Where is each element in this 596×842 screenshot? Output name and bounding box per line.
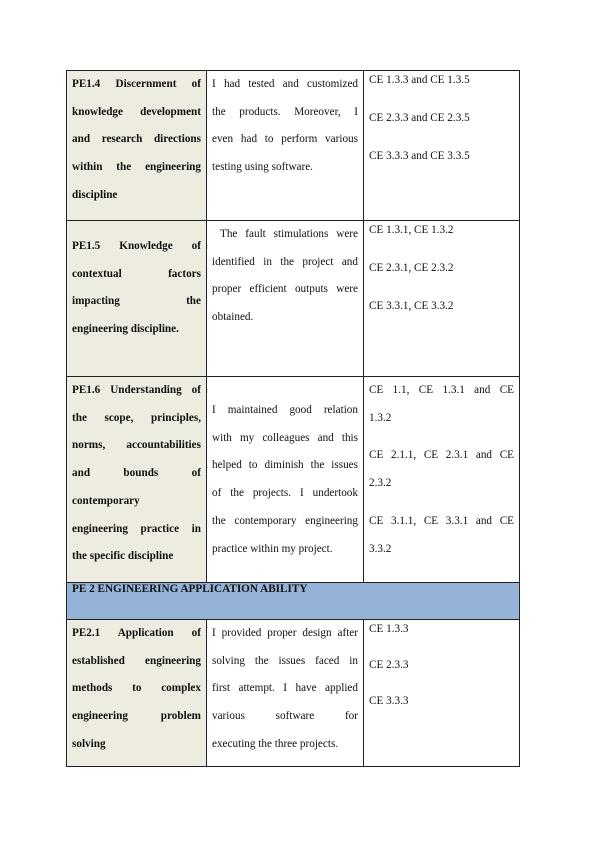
description-cell	[207, 221, 364, 377]
ce-ref: CE 1.3.3	[369, 623, 409, 635]
table-row	[67, 620, 520, 767]
pe-line: PE1.6 Understanding of	[72, 384, 201, 396]
ce-ref: CE 2.3.1, CE 2.3.2	[369, 262, 454, 274]
desc-line: obtained.	[212, 311, 254, 324]
pe-line: contemporary	[72, 494, 140, 507]
pe-line: PE2.1 Application of	[72, 627, 201, 639]
pe-line: PE1.4 Discernment of	[72, 78, 201, 90]
ce-ref: CE 3.3.3	[369, 695, 409, 707]
pe-line: the specific discipline	[72, 550, 174, 563]
ce-ref: CE 2.1.1, CE 2.3.1 and CE	[369, 449, 514, 462]
desc-line: with my colleagues and this	[212, 431, 358, 444]
ce-ref: CE 3.1.1, CE 3.3.1 and CE	[369, 514, 514, 527]
table-row	[67, 221, 520, 377]
description-cell	[207, 377, 364, 583]
pe-line: and research directions	[72, 133, 201, 146]
desc-line: I maintained good relation	[212, 404, 358, 416]
pe-cell	[67, 71, 207, 221]
pe-line: engineering problem	[72, 710, 201, 723]
pe-line: solving	[72, 737, 106, 750]
desc-line: first attempt. I have applied	[212, 682, 358, 695]
pe-line: contextual factors	[72, 267, 201, 280]
pe-line: and bounds of	[72, 467, 201, 480]
pe-line: within the engineering	[72, 161, 201, 174]
pe-line: knowledge development	[72, 105, 201, 118]
desc-line: solving the issues faced in	[212, 654, 358, 667]
ce-cell	[364, 377, 520, 583]
desc-line: the products. Moreover, I	[212, 105, 358, 118]
pe-line: engineering discipline.	[72, 323, 179, 336]
pe-line: discipline	[72, 188, 118, 201]
desc-line: testing using software.	[212, 161, 313, 174]
competency-table	[66, 70, 520, 767]
pe-line: impacting the	[72, 295, 201, 308]
desc-line: executing the three projects.	[212, 737, 339, 750]
table-row	[67, 71, 520, 221]
pe-line: engineering practice in	[72, 522, 201, 535]
desc-line: the contemporary engineering	[212, 514, 358, 527]
ce-ref: CE 1.1, CE 1.3.1 and CE	[369, 384, 514, 396]
ce-ref: CE 1.3.1, CE 1.3.2	[369, 224, 454, 236]
ce-ref: CE 3.3.3 and CE 3.3.5	[369, 150, 470, 162]
desc-line: I provided proper design after	[212, 627, 358, 639]
desc-line: I had tested and customized	[212, 78, 358, 90]
description-cell	[207, 71, 364, 221]
section-heading: PE 2 ENGINEERING APPLICATION ABILITY	[67, 583, 520, 620]
ce-cell	[364, 620, 520, 767]
desc-line: identified in the project and	[212, 255, 358, 268]
ce-cell	[364, 221, 520, 377]
desc-line: various software for	[212, 710, 358, 723]
ce-ref: CE 2.3.3	[369, 659, 409, 671]
ce-ref: 1.3.2	[369, 411, 392, 424]
desc-line: helped to diminish the issues	[212, 459, 358, 472]
ce-ref: CE 1.3.3 and CE 1.3.5	[369, 74, 470, 86]
table-row	[67, 583, 520, 620]
desc-line: even had to perform various	[212, 133, 358, 146]
description-cell	[207, 620, 364, 767]
pe-cell	[67, 377, 207, 583]
desc-line: The fault stimulations were	[220, 228, 358, 240]
pe-line: the scope, principles,	[72, 411, 201, 424]
pe-cell	[67, 620, 207, 767]
desc-line: of the projects. I undertook	[212, 487, 358, 500]
ce-ref: 2.3.2	[369, 477, 392, 490]
ce-ref: 3.3.2	[369, 542, 392, 555]
ce-ref: CE 3.3.1, CE 3.3.2	[369, 300, 454, 312]
desc-line: practice within my project.	[212, 542, 333, 555]
pe-cell	[67, 221, 207, 377]
ce-ref: CE 2.3.3 and CE 2.3.5	[369, 112, 470, 124]
pe-line: established engineering	[72, 654, 201, 667]
pe-line: norms, accountabilities	[72, 439, 201, 452]
desc-line: proper efficient outputs were	[212, 283, 358, 296]
pe-line: PE1.5 Knowledge of	[72, 240, 201, 252]
pe-line: methods to complex	[72, 682, 201, 695]
table-row	[67, 377, 520, 583]
ce-cell	[364, 71, 520, 221]
